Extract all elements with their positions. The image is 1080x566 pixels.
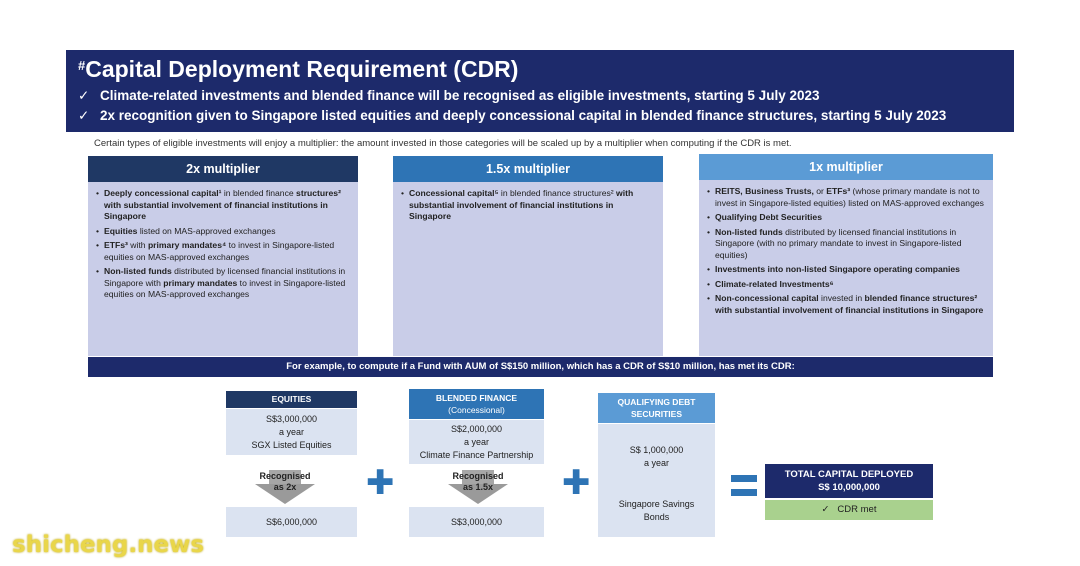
page-title: #Capital Deployment Requirement (CDR) [78,56,519,82]
list-item: • Equities listed on MAS-approved exchanges [96,226,350,238]
panel-1.5x-multiplier [393,156,663,356]
plus-icon: ✚ [562,464,591,502]
blended-desc: Climate Finance Partnership [419,450,534,460]
example-banner: For example, to compute if a Fund with AUM of S$150 million, which has a CDR of S$10 million, has met its CDR: [88,357,993,377]
checkmark-icon: ✓ [821,504,830,515]
checkmark-icon: ✓ [78,108,90,123]
list-item: • Non-listed funds distributed by licensed financial institutions in Singapore with primary mandates to invest in Singapore-listed equities on MAS-approved exchanges [96,266,350,301]
blended-header: BLENDED FINANCE (Concessional) [409,389,544,419]
equities-header: EQUITIES [226,391,357,408]
equities-amount: S$3,000,000 [265,414,318,424]
equities-result: S$6,000,000 [226,507,357,537]
header-banner [66,50,1014,132]
list-item: • Non-concessional capital invested in blended finance structures² with substantial involvement of financial institutions in Singapore [707,293,985,316]
blended-period: a year [463,437,489,447]
equities-amount-box [226,409,357,455]
intro-text: Certain types of eligible investments will enjoy a multiplier: the amount invested in those categories will be scaled up by a multiplier when computing if the CDR is met. [94,138,792,149]
panel-header: 2x multiplier [88,156,358,182]
list-item: • Climate-related Investments⁶ [707,279,985,291]
total-capital-box [765,464,933,498]
equities-period: a year [278,427,304,437]
blended-amount: S$2,000,000 [450,424,503,434]
list-item: • Non-listed funds distributed by licensed financial institutions in Singapore (with no primary mandate to invest in Singapore-listed equities) [707,227,985,262]
cdr-status: ✓ CDR met [765,500,933,520]
panel-header: 1x multiplier [699,154,993,180]
list-item: • ETFs³ with primary mandates⁴ to invest in Singapore-listed equities on MAS-approved exchanges [96,240,350,263]
checkmark-icon: ✓ [78,88,90,103]
list-item: • REITS, Business Trusts, or ETFs³ (whose primary mandate is not to invest in Singapore-listed equities) listed on MAS-approved exchanges [707,186,985,209]
debt-period: a year [643,458,669,468]
list-item: • Investments into non-listed Singapore operating companies [707,264,985,276]
debt-header: QUALIFYING DEBT SECURITIES [598,393,715,423]
highlight-line-2: ✓ 2x recognition given to Singapore listed equities and deeply concessional capital in blended finance structures, starting 5 July 2023 [78,108,947,123]
blended-amount-box [409,420,544,464]
plus-icon: ✚ [366,464,395,502]
debt-box [598,424,715,537]
equals-icon [731,489,757,496]
equities-desc: SGX Listed Equities [251,440,332,450]
total-amount: S$ 10,000,000 [818,482,880,493]
panel-2x-multiplier [88,156,358,356]
debt-desc: Singapore Savings [618,499,695,509]
panel-header: 1.5x multiplier [393,156,663,182]
equities-multiplier-label: Recognised as 2x [259,471,311,492]
blended-result: S$3,000,000 [409,507,544,537]
panel-1x-multiplier [699,154,993,356]
list-item: • Qualifying Debt Securities [707,212,985,224]
equals-icon [731,475,757,482]
highlight-line-1: ✓ Climate-related investments and blended finance will be recognised as eligible investments, starting 5 July 2023 [78,88,820,103]
debt-desc: Bonds [643,512,670,522]
list-item: • Deeply concessional capital¹ in blended finance structures² with substantial involvement of financial institutions in Singapore [96,188,350,223]
debt-amount: S$ 1,000,000 [629,445,684,455]
watermark: shicheng.news [12,532,205,558]
blended-multiplier-label: Recognised as 1.5x [452,471,504,492]
list-item: • Concessional capital⁵ in blended finance structures² with substantial involvement of financial institutions in Singapore [401,188,655,223]
total-label: TOTAL CAPITAL DEPLOYED [784,469,914,480]
